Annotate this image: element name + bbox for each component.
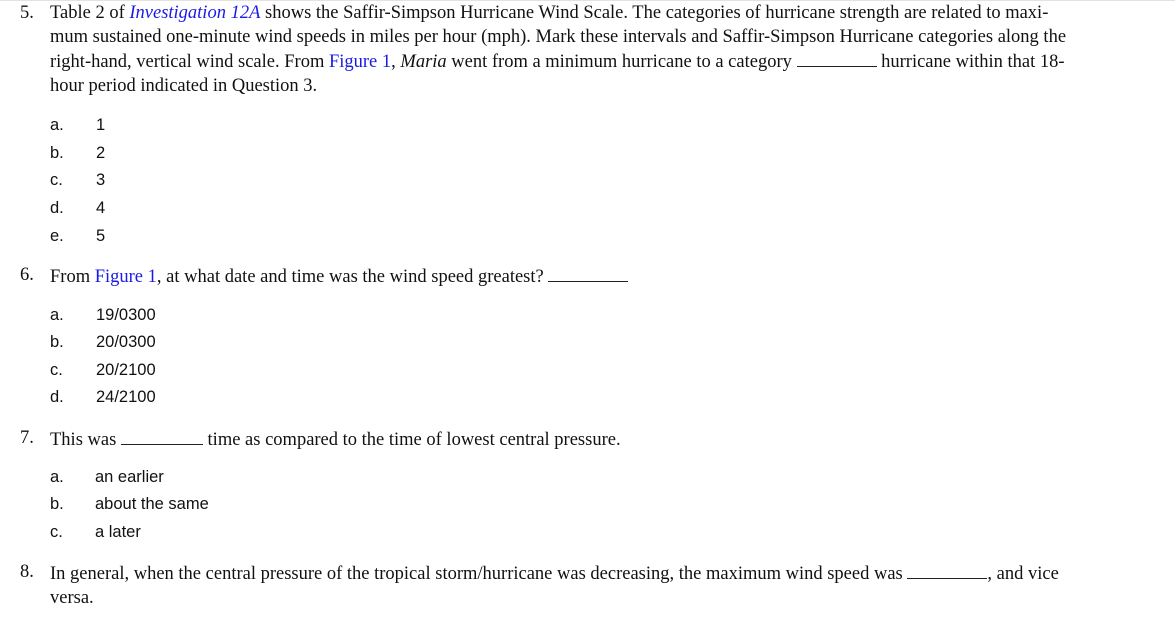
figure-link[interactable]: Figure 1 [94, 267, 157, 287]
figure-link[interactable]: Figure 1 [328, 52, 392, 72]
answer-blank[interactable] [907, 561, 987, 579]
question-8 [0, 561, 1175, 609]
answer-blank[interactable] [548, 264, 628, 282]
question-6 [0, 264, 1175, 288]
question-8-text: In general, when the central pressure of the tropical storm/hurricane was decreasing, the maximum wind speed was , and vice versa. [50, 561, 1155, 610]
question-6-text: From Figure 1, at what date and time was the wind speed greatest? [50, 264, 1155, 290]
answer-blank[interactable] [797, 49, 877, 67]
question-number: 7. [20, 428, 34, 448]
question-7-text: This was time as compared to the time of lowest central pressure. [50, 427, 1155, 453]
question-7 [0, 427, 1175, 451]
question-5-text: Table 2 of Investigation 12A shows the Saffir-Simpson Hurricane Wind Scale. The categories of hurricane strength are related to maxi- mum sustained one-minute wind speeds in miles per hour (mph). Mark these intervals and Saffir-Simpson Hurricane categories along the right-hand, vertical wind scale. From Figure 1, Maria went from a minimum hurricane to a category hurricane within that 18- hour period indicated in Question 3. [50, 3, 1067, 96]
question-number: 6. [20, 265, 34, 285]
top-divider [0, 0, 1175, 1]
answer-blank[interactable] [121, 427, 203, 445]
question-number: 5. [20, 3, 34, 23]
question-number: 8. [20, 562, 34, 582]
investigation-link[interactable]: Investigation 12A [129, 3, 261, 23]
question-5 [0, 2, 1175, 98]
